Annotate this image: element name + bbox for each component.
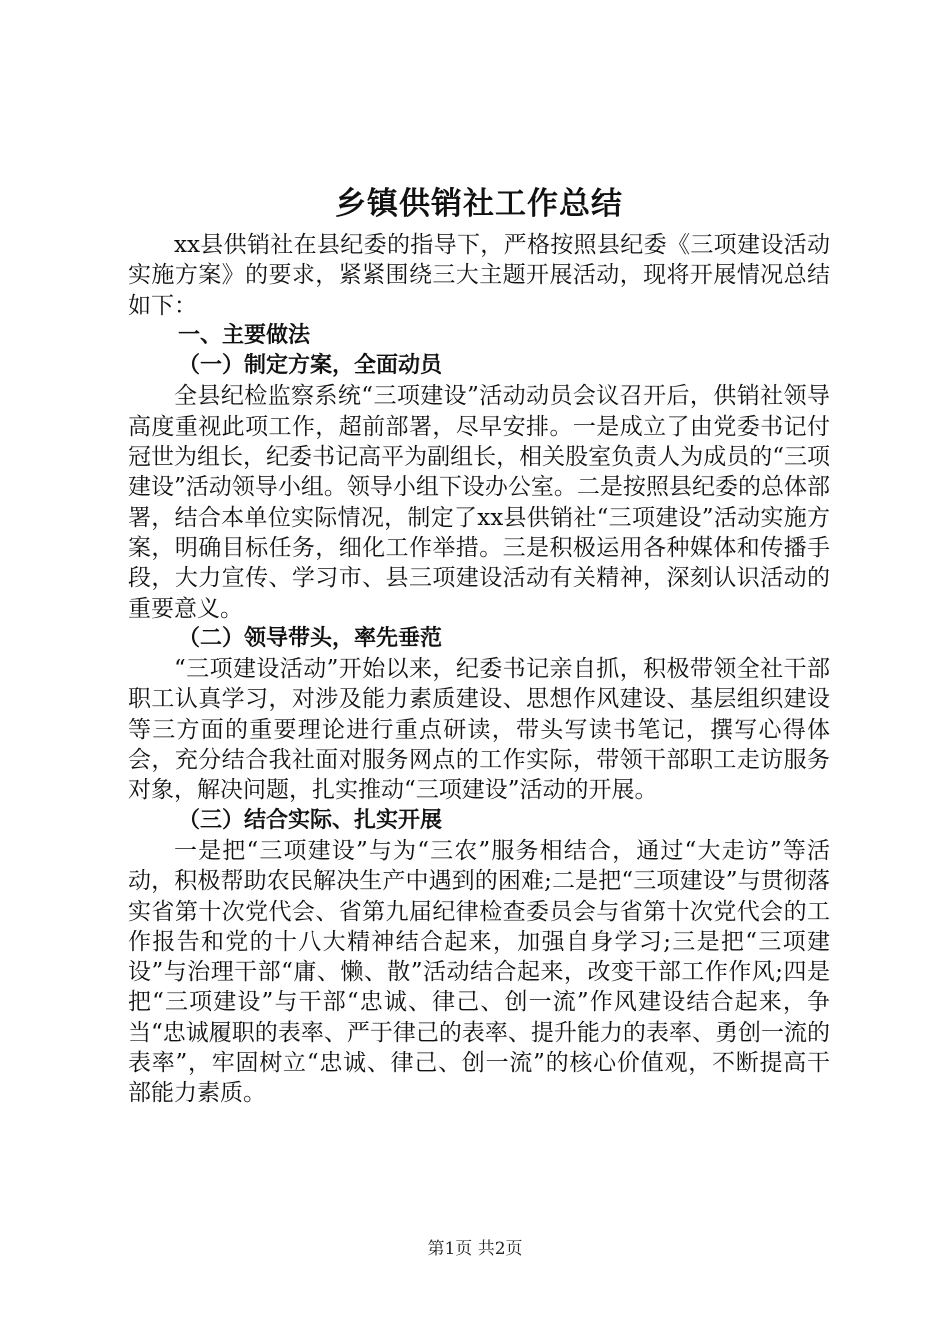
subheading-practical-implementation: （三）结合实际、扎实开展 [178, 807, 443, 833]
intro-paragraph: xx县供销社在县纪委的指导下，严格按照县纪委《三项建设活动实施方案》的要求，紧紧围绕三大主题开展活动，现将开展情况总结如下： [128, 232, 830, 319]
section-heading-main-practices: 一、主要做法 [178, 322, 311, 348]
paragraph-practical-implementation: 一是把“三项建设”与为“三农”服务相结合，通过“大走访”等活动，积极帮助农民解决生产中遇到的困难;二是把“三项建设”与贯彻落实省第十次党代会、省第九届纪律检查委员会与省第十次党代会的工作报告和党的十八大精神结合起来，加强自身学习;三是把“三项建设”与治理干部“庸、懒、散”活动结合起来，改变干部工作作风;四是把“三项建设”与干部“忠诚、律己、创一流”作风建设结合起来，争当“忠诚履职的表率、严于律己的表率、提升能力的表率、勇创一流的表率”，牢固树立“忠诚、律己、创一流”的核心价值观，不断提高干部能力素质。 [128, 837, 830, 1107]
subheading-plan-mobilization: （一）制定方案，全面动员 [178, 353, 443, 379]
document-title: 乡镇供销社工作总结 [335, 186, 623, 222]
paragraph-leadership-example: “三项建设活动”开始以来，纪委书记亲自抓，积极带领全社干部职工认真学习，对涉及能力素质建设、思想作风建设、基层组织建设等三方面的重要理论进行重点研读，带头写读书笔记，撰写心得体会，充分结合我社面对服务网点的工作实际，带领干部职工走访服务对象，解决问题，扎实推动“三项建设”活动的开展。 [128, 656, 830, 804]
document-body [128, 178, 830, 1109]
page-footer: 第1页 共2页 [427, 1239, 523, 1259]
subheading-leadership-example: （二）领导带头，率先垂范 [178, 625, 443, 651]
paragraph-plan-mobilization: 全县纪检监察系统“三项建设”活动动员会议召开后，供销社领导高度重视此项工作，超前部署，尽早安排。一是成立了由党委书记付冠世为组长，纪委书记高平为副组长，相关股室负责人为成员的“三项建设”活动领导小组。领导小组下设办公室。二是按照县纪委的总体部署，结合本单位实际情况，制定了xx县供销社“三项建设”活动实施方案，明确目标任务，细化工作举措。三是积极运用各种媒体和传播手段，大力宣传、学习市、县三项建设活动有关精神，深刻认识活动的重要意义。 [128, 383, 830, 622]
